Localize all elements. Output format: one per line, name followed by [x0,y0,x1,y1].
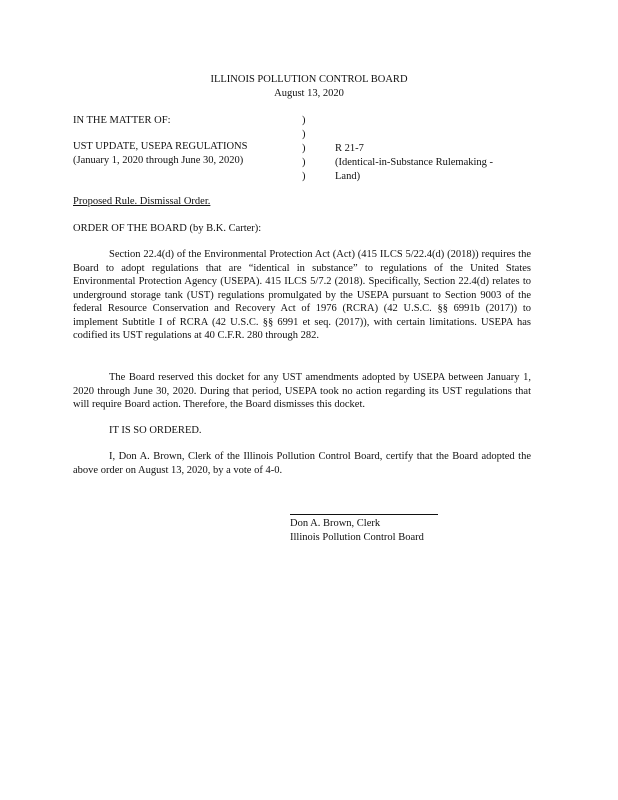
order-date: August 13, 2020 [274,88,344,99]
caption-paren: ) [302,115,306,126]
caption-title-line2: (January 1, 2020 through June 30, 2020) [73,155,244,166]
caption-paren: ) [302,171,306,182]
caption-title-line1: UST UPDATE, USEPA REGULATIONS [73,141,248,152]
so-ordered: IT IS SO ORDERED. [109,425,202,436]
body-paragraph-2: The Board reserved this docket for any UST amendments adopted by USEPA between January 1, 2020 through June 30, 2020. During that period, USEPA took no action regarding its UST regulations that will require Board action. Therefore, the Board dismisses this docket. [73,372,531,410]
caption-paren: ) [302,143,306,154]
signature-name: Don A. Brown, Clerk [290,518,381,529]
caption-paren: ) [302,157,306,168]
board-title: ILLINOIS POLLUTION CONTROL BOARD [210,74,408,85]
body-paragraph-1: Section 22.4(d) of the Environmental Protection Act (Act) (415 ILCS 5/22.4(d) (2018)) requires the Board to adopt regulations that are “identical in substance” to regulations of the United States Environmental Protection Agency (USEPA). 415 ILCS 5/7.2 (2018). Specifically, Section 22.4(d) relates to underground storage tank (UST) regulations promulgated by the USEPA pursuant to Section 9003 of the federal Resource Conservation and Recovery Act of 1976 (RCRA) (42 U.S.C. §§ 6991b (2017)) to implement Subtitle I of RCRA (42 U.S.C. §§ 6991 et seq. (2017)), with certain limitations. USEPA has codified its UST regulations at 40 C.F.R. 280 through 282. [73,249,531,341]
rulemaking-type-line2: Land) [335,171,361,182]
rulemaking-type-line1: (Identical-in-Substance Rulemaking - [335,157,494,168]
docket-number: R 21-7 [335,143,364,154]
signature-line [290,514,438,515]
document-type: Proposed Rule. Dismissal Order. [73,196,211,207]
signature-org: Illinois Pollution Control Board [290,532,424,543]
caption-paren: ) [302,129,306,140]
order-heading: ORDER OF THE BOARD (by B.K. Carter): [73,223,262,234]
caption-matter: IN THE MATTER OF: [73,115,171,126]
clerk-certification: I, Don A. Brown, Clerk of the Illinois Pollution Control Board, certify that the Board adopted the above order on August 13, 2020, by a vote of 4-0. [73,451,531,476]
